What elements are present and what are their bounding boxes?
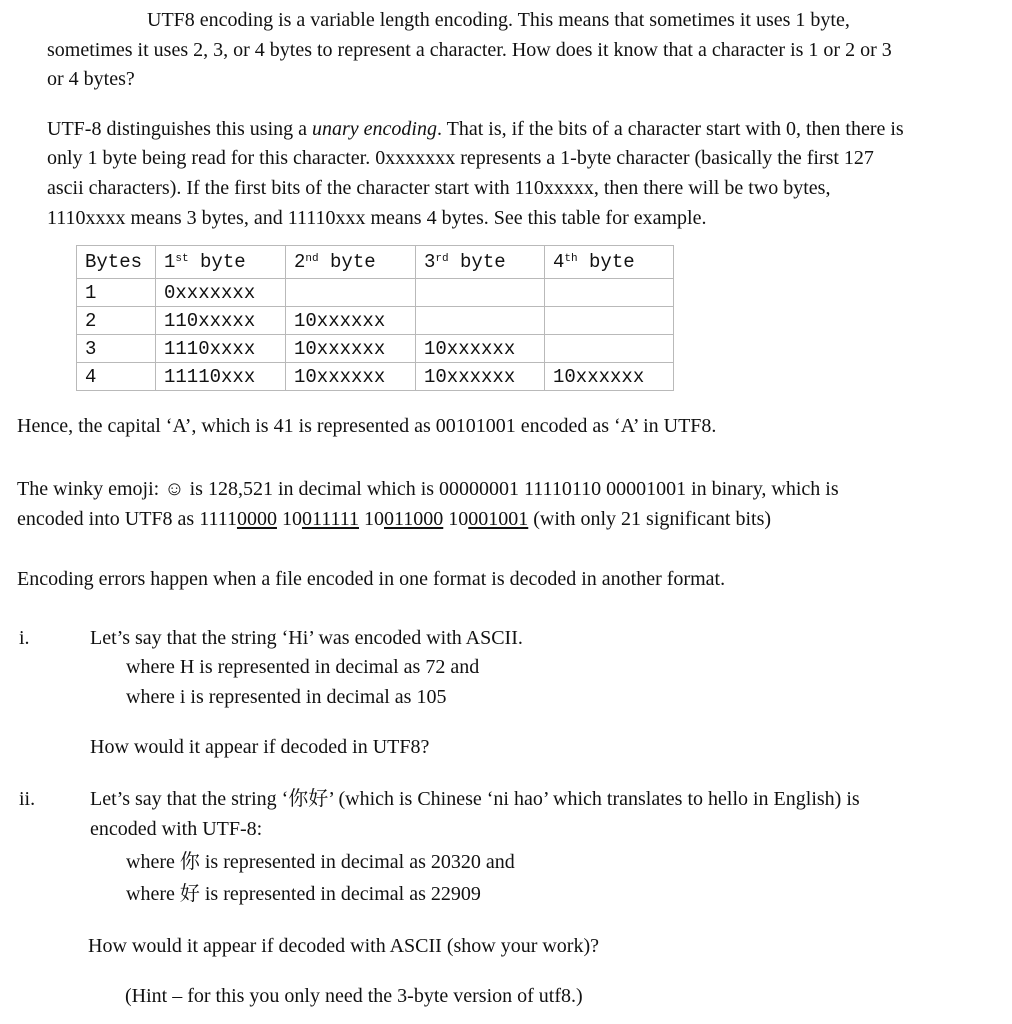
table-cell: 3 — [77, 335, 156, 363]
winky-line-1-a: The winky emoji: — [17, 478, 165, 500]
unary-line-1-a: UTF-8 distinguishes this using a — [47, 118, 313, 140]
table-row — [77, 363, 674, 391]
header-byte-3 — [416, 246, 545, 279]
question-1-ask: How would it appear if decoded in UTF8? — [90, 736, 430, 758]
table-cell: 10xxxxxx — [416, 335, 545, 363]
header-byte-2 — [286, 246, 416, 279]
table-cell: 10xxxxxx — [286, 363, 416, 391]
intro-line-1: UTF8 encoding is a variable length encoding. This means that sometimes it uses 1 byte, — [147, 9, 850, 31]
table-cell — [545, 279, 674, 307]
table-row — [77, 279, 674, 307]
header-byte-1-sup: st — [175, 253, 189, 265]
table-cell — [416, 307, 545, 335]
header-byte-4-sup: th — [564, 253, 578, 265]
table-cell — [416, 279, 545, 307]
table-cell — [545, 307, 674, 335]
table-row — [77, 307, 674, 335]
header-byte-2-text: byte — [318, 251, 376, 273]
table-cell: 10xxxxxx — [286, 335, 416, 363]
header-byte-1-text: byte — [188, 251, 246, 273]
table-cell — [545, 335, 674, 363]
question-1-sub-2: where i is represented in decimal as 105 — [126, 686, 447, 708]
table-cell: 10xxxxxx — [286, 307, 416, 335]
intro-line-2: sometimes it uses 2, 3, or 4 bytes to represent a character. How does it know that a character is 1 or 2 or 3 — [47, 39, 892, 61]
utf8-byte-1-payload: 0000 — [236, 508, 277, 530]
winky-line-1-b: is 128,521 in decimal which is 00000001 11110110 00001001 in binary, which is — [184, 478, 839, 500]
utf8-byte-4-payload: 001001 — [468, 508, 529, 530]
utf8-byte-3-payload: 011000 — [384, 508, 444, 530]
header-byte-3-text: byte — [448, 251, 506, 273]
question-1-label: i. — [19, 627, 30, 649]
table-cell: 0xxxxxxx — [156, 279, 286, 307]
table-row — [77, 335, 674, 363]
header-byte-2-sup: nd — [305, 253, 319, 265]
unary-line-1-b: . That is, if the bits of a character start with 0, then there is — [437, 118, 904, 140]
header-byte-4-num: 4 — [553, 251, 565, 273]
table-cell: 110xxxxx — [156, 307, 286, 335]
encoding-errors-line: Encoding errors happen when a file encoded in one format is decoded in another format. — [17, 568, 726, 590]
question-2-hint: (Hint – for this you only need the 3-byte version of utf8.) — [125, 985, 583, 1007]
winky-line-2 — [17, 507, 771, 531]
question-2-label: ii. — [19, 788, 36, 810]
table-cell: 2 — [77, 307, 156, 335]
utf8-byte-table — [76, 245, 674, 391]
question-2-sub-1: where 你 is represented in decimal as 20320 and — [126, 851, 515, 873]
capital-a-line: Hence, the capital ‘A’, which is 41 is represented as 00101001 encoded as ‘A’ in UTF8. — [17, 415, 717, 437]
header-byte-1-num: 1 — [164, 251, 176, 273]
table-cell: 10xxxxxx — [545, 363, 674, 391]
winky-emoji-icon: ☺ — [164, 478, 185, 500]
question-1-sub-1: where H is represented in decimal as 72 and — [126, 656, 480, 678]
unary-line-4: 1110xxxx means 3 bytes, and 11110xxx means 4 bytes. See this table for example. — [47, 207, 707, 229]
question-1-text: Let’s say that the string ‘Hi’ was encoded with ASCII. — [90, 627, 523, 649]
winky-line-2-pre: encoded into UTF8 as — [17, 508, 200, 530]
header-byte-3-num: 3 — [424, 251, 436, 273]
utf8-byte-2-payload: 011111 — [301, 508, 359, 530]
table-cell: 1 — [77, 279, 156, 307]
header-byte-2-num: 2 — [294, 251, 306, 273]
table-cell: 4 — [77, 363, 156, 391]
question-2-ask: How would it appear if decoded with ASCII (show your work)? — [88, 935, 600, 957]
unary-encoding-term: unary encoding — [312, 118, 437, 140]
table-cell: 11110xxx — [156, 363, 286, 391]
question-2-text-2: encoded with UTF-8: — [90, 818, 263, 840]
winky-line-1 — [17, 477, 839, 501]
intro-line-3: or 4 bytes? — [47, 68, 135, 90]
unary-line-2: only 1 byte being read for this character. 0xxxxxxx represents a 1-byte character (basically the first 127 — [47, 147, 874, 169]
utf8-byte-3-prefix: 10 — [364, 508, 384, 530]
unary-line-1 — [47, 117, 904, 141]
table-cell: 1110xxxx — [156, 335, 286, 363]
table-cell: 10xxxxxx — [416, 363, 545, 391]
question-2-sub-2: where 好 is represented in decimal as 22909 — [126, 883, 481, 905]
winky-line-2-post: (with only 21 significant bits) — [528, 508, 772, 530]
question-2-text-1: Let’s say that the string ‘你好’ (which is Chinese ‘ni hao’ which translates to hello in English) is — [90, 788, 860, 810]
unary-line-3: ascii characters). If the first bits of the character start with 110xxxxx, then there will be two bytes, — [47, 177, 831, 199]
header-byte-4-text: byte — [577, 251, 635, 273]
header-byte-4 — [545, 246, 674, 279]
header-byte-1 — [156, 246, 286, 279]
header-bytes-label: Bytes — [85, 251, 143, 273]
utf8-byte-2-prefix: 10 — [281, 508, 302, 530]
header-bytes — [77, 246, 156, 279]
table-cell — [286, 279, 416, 307]
table-header-row — [77, 246, 674, 279]
header-byte-3-sup: rd — [435, 253, 449, 265]
utf8-byte-4-prefix: 10 — [448, 508, 469, 530]
utf8-byte-1-prefix: 1111 — [199, 508, 237, 530]
